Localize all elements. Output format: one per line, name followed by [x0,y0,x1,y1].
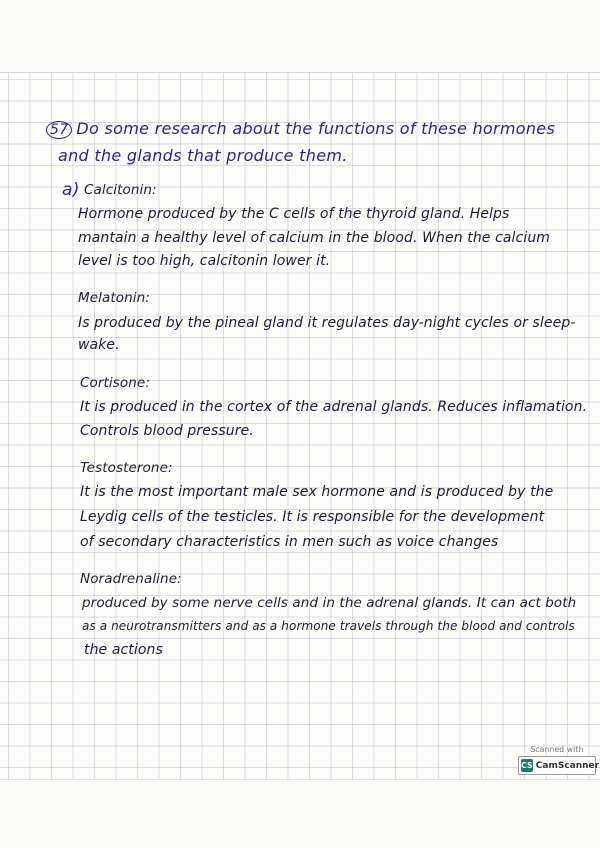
hormone-name-testosterone: Testosterone: [80,460,173,476]
noradrenaline-line-1: produced by some nerve cells and in the adrenal glands. It can act both [82,595,577,611]
hormone-name-melatonin: Melatonin: [78,290,150,306]
melatonin-line-2: wake. [78,337,120,353]
calcitonin-line-3: level is too high, calcitonin lower it. [78,253,331,269]
watermark-name: CamScanner [535,760,600,771]
cortisone-line-1: It is produced in the cortex of the adrenal glands. Reduces inflamation. [80,399,588,415]
cortisone-line-2: Controls blood pressure. [80,423,254,439]
calcitonin-line-1: Hormone produced by the C cells of the thyroid gland. Helps [78,206,510,222]
watermark-top-text: Scanned with [530,745,584,754]
noradrenaline-line-2: as a neurotransmitters and as a hormone travels through the blood and controls [82,619,575,633]
testosterone-line-3: of secondary characteristics in men such as voice changes [80,534,499,550]
watermark-badge [518,756,600,775]
hormone-name-calcitonin: Calcitonin: [84,182,157,198]
testosterone-line-2: Leydig cells of the testicles. It is responsible for the development [80,509,545,525]
camscanner-watermark [518,745,600,775]
question-number: 57 [46,121,72,139]
question-line-2: and the glands that produce them. [58,146,348,165]
testosterone-line-1: It is the most important male sex hormone and is produced by the [80,484,554,500]
hormone-name-noradrenaline: Noradrenaline: [80,571,182,587]
part-label: a) [62,180,80,200]
hormone-name-cortisone: Cortisone: [80,375,150,391]
noradrenaline-line-3: the actions [84,642,163,658]
calcitonin-line-2: mantain a healthy level of calcium in the blood. When the calcium [78,230,551,246]
camscanner-logo-icon: CS [521,761,533,770]
question-text-1: Do some research about the functions of these hormones [76,119,556,138]
question-line-1 [46,119,555,139]
melatonin-line-1: Is produced by the pineal gland it regulates day-night cycles or sleep- [78,315,576,331]
